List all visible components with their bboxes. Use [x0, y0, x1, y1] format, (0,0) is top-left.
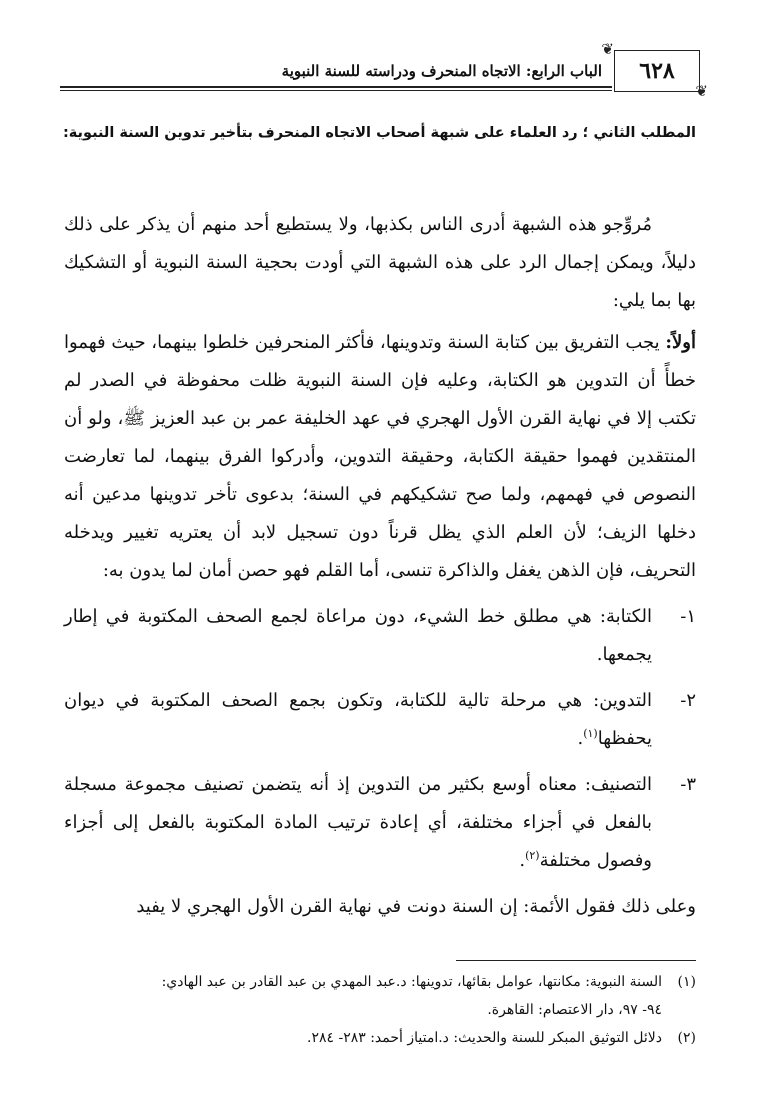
first-point-lead: أولاً:: [665, 332, 696, 353]
section-title: المطلب الثاني ؛ رد العلماء على شبهة أصحاب الاتجاه المنحرف بتأخير تدوين السنة النبوية:: [62, 125, 696, 141]
footnote-number: (٢): [677, 1030, 696, 1046]
list-item-text: التدوين: هي مرحلة تالية للكتابة، وتكون بجمع الصحف المكتوبة في ديوان يحفظها: [64, 690, 652, 749]
footnote-ref[interactable]: (٢): [525, 849, 540, 862]
footnote: [64, 1024, 696, 1052]
corner-ornament-icon: ❦: [695, 82, 708, 100]
list-item: [64, 598, 696, 674]
footnotes: [64, 968, 696, 1052]
intro-paragraph: مُروِّجو هذه الشبهة أدرى الناس بكذبها، ولا يستطيع أحد منهم أن يذكر على ذلك دليلاً، ويمكن إجمال الرد على هذه الشبهة التي أودت بحجية السنة النبوية أو التشكيك بها بما يلي:: [64, 214, 696, 311]
footnote-continuation: ٩٤- ٩٧، دار الاعتصام: القاهرة.: [487, 1002, 662, 1018]
list-item-tail: .: [519, 850, 526, 871]
list-item: [64, 766, 696, 880]
footnote: [64, 968, 696, 996]
closing-paragraph: وعلى ذلك فقول الأئمة: إن السنة دونت في نهاية القرن الأول الهجري لا يفيد: [136, 896, 696, 917]
running-title: الباب الرابع: الاتجاه المنحرف ودراسته للسنة النبوية: [281, 62, 602, 80]
footnote-number: (١): [677, 974, 696, 990]
list-item-number: ٣-: [680, 774, 696, 795]
header-rule-thin: [60, 90, 612, 91]
list-item-text: التصنيف: معناه أوسع بكثير من التدوين إذ أنه يتضمن تصنيف مجموعة مسجلة بالفعل في أجزاء مختلفة، أي إعادة ترتيب المادة المكتوبة بالفعل إلى أجزاء وفصول مختلفة: [64, 774, 652, 871]
page-number: ٦٢٨: [639, 58, 675, 84]
first-point-paragraph: [64, 324, 696, 590]
footnote-text: دلائل التوثيق المبكر للسنة والحديث: د.امتياز أحمد: ٢٨٣- ٢٨٤.: [306, 1030, 662, 1046]
footnote-text: السنة النبوية: مكانتها، عوامل بقائها، تدوينها: د.عبد المهدي بن عبد القادر بن عبد الهادي:: [161, 974, 662, 990]
running-header: [60, 40, 708, 100]
footnote-rule: [456, 960, 696, 961]
footnote-ref[interactable]: (١): [583, 727, 598, 740]
body-text: [64, 206, 696, 926]
first-point-text: يجب التفريق بين كتابة السنة وتدوينها، فأكثر المنحرفين خلطوا بينهما، حيث فهموا خطأً أن التدوين هو الكتابة، وعليه فإن السنة النبوية ظلت محفوظة في الصدر لم تكتب إلا في نهاية القرن الأول الهجري في عهد الخليفة عمر بن عبد العزيز ﷺ، ولو أن المنتقدين فهموا حقيقة الكتابة، وحقيقة التدوين، وأدركوا الفرق بينهما، لما تعارضت النصوص في فهمهم، ولما صح تشكيكهم في السنة؛ بدعوى تأخر تدوينها مدعين أنه دخلها الزيف؛ لأن العلم الذي يظل قرناً دون تسجيل لابد أن يعتريه تغيير ويدخله التحريف، فإن الذهن يغفل والذاكرة تنسى، أما القلم فهو حصن أمان لما يدون به:: [64, 332, 696, 581]
page-number-box: [614, 50, 700, 92]
list-item-number: ١-: [680, 606, 696, 627]
header-rule: [60, 86, 612, 88]
list-item-text: الكتابة: هي مطلق خط الشيء، دون مراعاة لجمع الصحف المكتوبة في إطار يجمعها.: [64, 606, 652, 665]
list-item-number: ٢-: [680, 690, 696, 711]
list-item-tail: .: [577, 728, 584, 749]
definitions-list: [64, 598, 696, 880]
corner-ornament-icon: ❦: [601, 40, 614, 58]
list-item: [64, 682, 696, 758]
